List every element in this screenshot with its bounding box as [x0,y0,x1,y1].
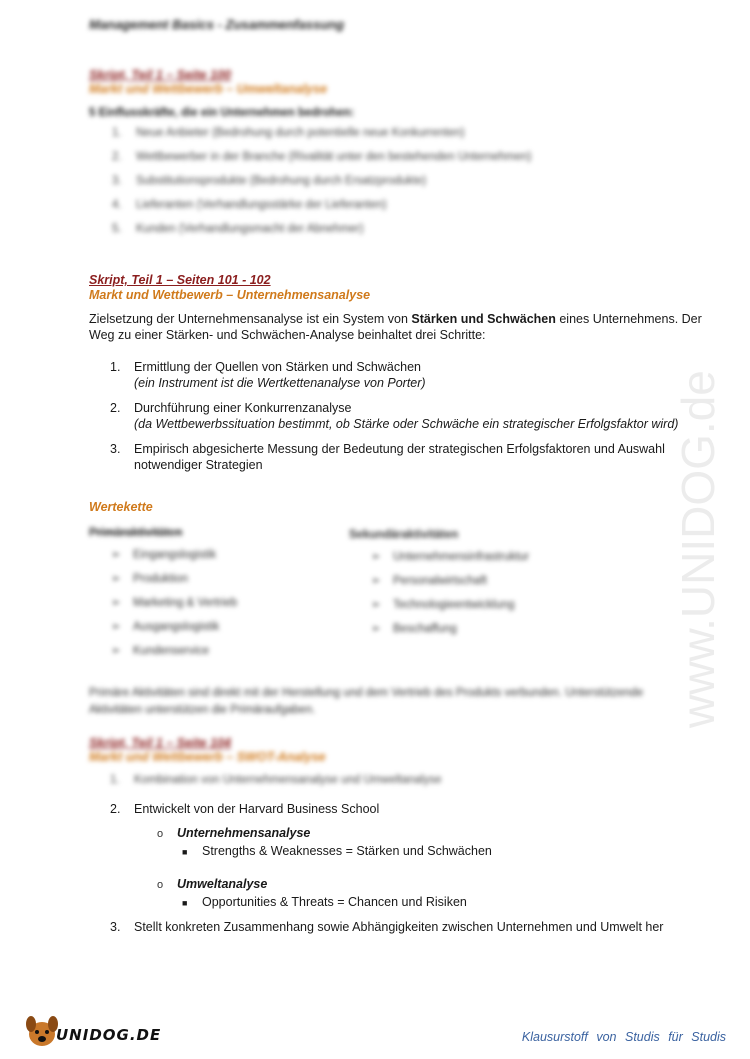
list-item: 3. Empirisch abgesicherte Messung der Bedeutung der strategischen Erfolgsfaktoren und Auswahl notwendiger Strategien [110,442,665,472]
sub-item: o Unternehmensanalyse [157,826,311,840]
section-swot-header: Skript, Teil 1 – Seite 104 Markt und Wettbewerb – SWOT-Analyse 1. Kombination von Unternehmensanalyse und Umweltanalyse [89,736,709,788]
unidog-logo [22,1012,162,1050]
list-item: 1. Kombination von Unternehmensanalyse und Umweltanalyse [110,774,442,786]
section-umweltanalyse [89,68,709,247]
circle-bullet-icon: o [157,828,164,840]
list-item: 3. Stellt konkreten Zusammenhang sowie Abhängigkeiten zwischen Unternehmen und Umwelt her [110,920,664,934]
section-intro: 5 Einflusskräfte, die ein Unternehmen bedrohen: [89,107,355,119]
list-item: 2. Durchführung einer Konkurrenzanalyse (da Wettbewerbssituation bestimmt, ob Stärke oder Schwäche ein strategischer Erfolgsfaktor wird) [110,401,679,431]
list-item: 5. Kunden (Verhandlungsmacht der Abnehmer) [112,223,364,235]
steps-list [89,359,707,473]
list-item: ➢ Produktion [111,573,188,585]
arrow-bullet-icon: ➢ [111,549,121,561]
section-subtitle: Wertekette [89,500,153,514]
list-item: 1. Neue Anbieter (Bedrohung durch potentielle neue Konkurrenten) [112,127,465,139]
square-bullet-icon: ■ [182,898,188,908]
arrow-bullet-icon: ➢ [371,575,381,587]
list-item: 3. Substitutionsprodukte (Bedrohung durch Ersatzprodukte) [112,175,427,187]
arrow-bullet-icon: ➢ [111,597,121,609]
arrow-bullet-icon: ➢ [111,573,121,585]
primary-activities: Primäraktivitäten ➢ Eingangslogistik ➢ Produktion ➢ Marketing & Vertrieb ➢ Ausgangslogistik ➢ Kundenservice [89,527,349,667]
value-chain [89,527,709,727]
arrow-bullet-icon: ➢ [111,621,121,633]
sub-sub-item: ■ Strengths & Weaknesses = Stärken und Schwächen [182,844,492,858]
section-subtitle: Markt und Wettbewerb – Umweltanalyse [89,82,328,96]
section-subtitle: Markt und Wettbewerb – Unternehmensanalyse [89,288,371,302]
list-item: ➢ Unternehmensinfrastruktur [371,551,530,563]
list-item: ➢ Eingangslogistik [111,549,217,561]
sub-sub-item: ■ Opportunities & Threats = Chancen und Risiken [182,895,467,909]
list-item: ➢ Marketing & Vertrieb [111,597,238,609]
square-bullet-icon: ■ [182,847,188,857]
list-item: 2. Entwickelt von der Harvard Business School [110,802,380,816]
section-paragraph: Zielsetzung der Unternehmensanalyse ist ein System von Stärken und Schwächen eines Unternehmens. Der Weg zu einer Stärken- und Schwächen-Analyse beinhaltet drei Schritte: [89,312,702,342]
section-ref: Skript, Teil 1 – Seiten 101 - 102 [89,273,271,287]
value-chain-paragraph: Primäre Aktivitäten sind direkt mit der Herstellung und dem Vertrieb des Produkts verbunden. Unterstützende Aktivitäten unterstützen die Primäraufgaben. [89,687,644,716]
list-item: ➢ Beschaffung [371,623,457,635]
secondary-activities: Sekundäraktivitäten ➢ Unternehmensinfrastruktur ➢ Personalwirtschaft ➢ Technologieentwicklung ➢ Beschaffung [349,529,649,645]
list-item: ➢ Ausgangslogistik [111,621,220,633]
section-ref: Skript, Teil 1 – Seite 100 [89,68,231,82]
footer-tagline: Klausurstoff von Studis für Studis [521,1030,726,1044]
watermark [668,270,728,730]
arrow-bullet-icon: ➢ [111,645,121,657]
list-item: ➢ Kundenservice [111,645,210,657]
list-item: 4. Lieferanten (Verhandlungsstärke der Lieferanten) [112,199,387,211]
svg-text:www.UNIDOG.de: www.UNIDOG.de [672,370,724,728]
logo-text: UNIDOG.DE [56,1026,162,1044]
arrow-bullet-icon: ➢ [371,623,381,635]
list-item: ➢ Personalwirtschaft [371,575,487,587]
section-unternehmensanalyse [89,273,707,473]
list-item: 1. Ermittlung der Quellen von Stärken und Schwächen (ein Instrument ist die Wertkettenanalyse von Porter) [110,360,426,390]
list-item: 2. Wettbewerber in der Branche (Rivalität unter den bestehenden Unternehmen) [112,151,532,163]
arrow-bullet-icon: ➢ [371,599,381,611]
swot-list [110,801,710,935]
forces-list [89,127,709,247]
arrow-bullet-icon: ➢ [371,551,381,563]
page-title: Management Basics - Zusammenfassung [89,17,345,32]
sub-item: o Umweltanalyse [157,877,268,891]
list-item: ➢ Technologieentwicklung [371,599,515,611]
circle-bullet-icon: o [157,879,164,891]
